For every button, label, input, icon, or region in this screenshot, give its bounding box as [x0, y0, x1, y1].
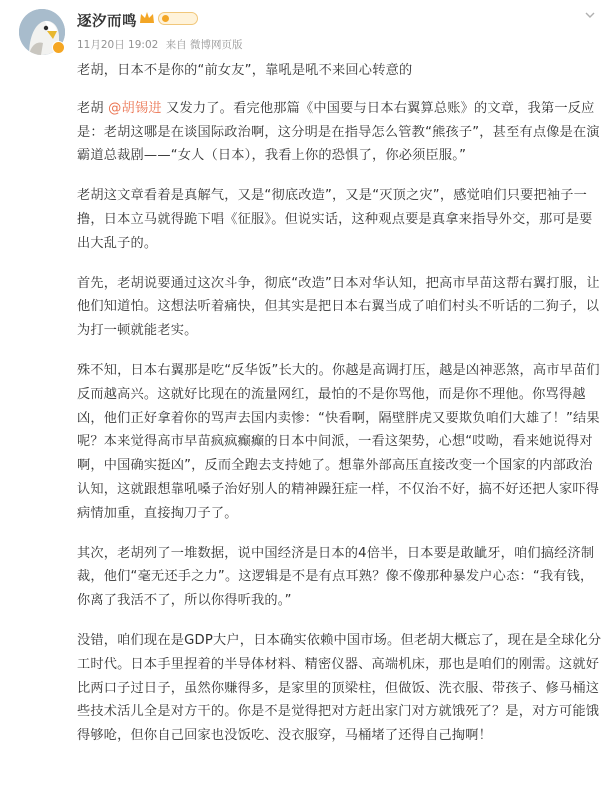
paragraph-1-lead: 老胡	[77, 100, 109, 116]
post-source: 来自 微博网页版	[165, 39, 243, 51]
mention-link[interactable]: @胡锡进	[108, 100, 162, 116]
post-time[interactable]: 11月20日 19:02	[77, 39, 159, 51]
verified-badge-icon	[52, 41, 65, 54]
post-header	[0, 0, 614, 60]
paragraph-5: 其次，老胡列了一堆数据，说中国经济是日本的4倍半，日本要是敢龇牙，咱们搞经济制裁，他们“毫无还手之力”。这逻辑是不是有点耳熟？像不像那种暴发户心态：“我有钱，你离了我活不了，所以你得听我的。”	[77, 545, 595, 609]
paragraph-1	[77, 97, 603, 168]
paragraph-4: 殊不知，日本右翼那是吃“反华饭”长大的。你越是高调打压，越是凶神恶煞，高市早苗们反而越高兴。这就好比现在的流量网红，最怕的不是你骂他，而是你不理他。你骂得越凶，他们正好拿着你的骂声去国内卖惨：“快看啊，隔壁胖虎又要欺负咱们大雄了！”结果呢？本来觉得高市早苗疯疯癫癫的日本中间派，一看这架势，心想“哎呦，看来她说得对啊，中国确实挺凶”，反而全跑去支持她了。想靠外部高压直接改变一个国家的内部政治认知，这就跟想靠吼嗓子治好别人的精神躁狂症一样，不仅治不好，搞不好还把人家吓得病情加重，直接掏刀子了。	[77, 362, 600, 521]
post-title: 老胡，日本不是你的“前女友”，靠吼是吼不来回心转意的	[77, 63, 413, 78]
paragraph-1-body: 又发力了。看完他那篇《中国要与日本右翼算总账》的文章，我第一反应是：老胡这哪是在谈国际政治啊，这分明是在指导怎么管教“熊孩子”，甚至有点像是在演霸道总裁剧——“女人（日本），我看上你的恐惧了，你必须臣服。”	[77, 100, 600, 164]
crown-icon[interactable]	[139, 11, 155, 25]
paragraph-2: 老胡这文章看着是真解气，又是“彻底改造”，又是“灭顶之灾”，感觉咱们只要把袖子一撸，日本立马就得跪下唱《征服》。但说实话，这种观点要是真拿来指导外交，那可是要出大乱子的。	[77, 188, 593, 251]
post-body	[77, 59, 603, 748]
post-meta	[77, 37, 247, 52]
chevron-down-icon[interactable]	[584, 9, 596, 21]
member-badge-icon[interactable]	[158, 12, 198, 25]
username[interactable]: 逐汐而鸣	[77, 14, 137, 30]
paragraph-6: 没错，咱们现在是GDP大户，日本确实依赖中国市场。但老胡大概忘了，现在是全球化分工时代。日本手里捏着的半导体材料、精密仪器、高端机床，那也是咱们的刚需。这就好比两口子过日子，虽然你赚得多，是家里的顶梁柱，但做饭、洗衣服、带孩子、修马桶这些技术活儿全是对方干的。你是不是觉得把对方赶出家门对方就饿死了？是，对方可能饿得够呛，但你自己回家也没饭吃、没衣服穿，马桶堵了还得自己掏啊！	[77, 632, 602, 744]
paragraph-3: 首先，老胡说要通过这次斗争，彻底“改造”日本对华认知，把高市早苗这帮右翼打服，让他们知道怕。这想法听着痛快，但其实是把日本右翼当成了咱们村头不听话的二狗子，以为打一顿就能老实。	[77, 275, 600, 339]
